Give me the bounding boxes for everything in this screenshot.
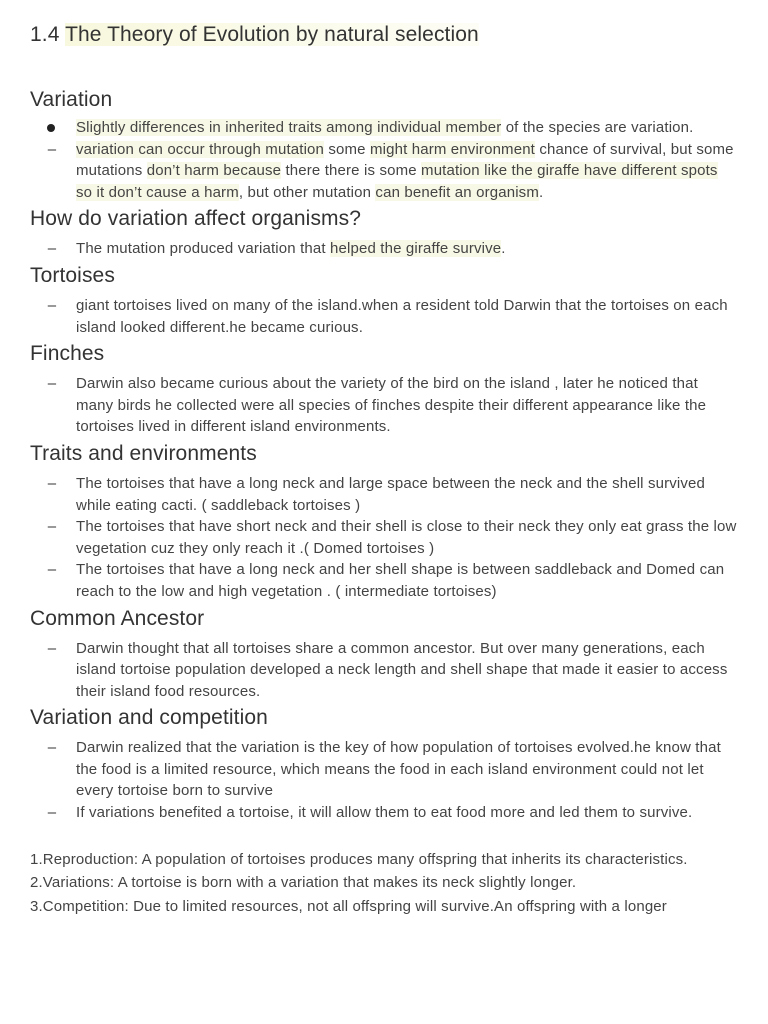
list-item [30, 238, 738, 260]
list-item [30, 802, 738, 824]
text-run: The tortoises that have a long neck and large space between the neck and the shell survived while eating cacti. ( saddleback tortoises ) [76, 474, 706, 514]
dash-bullet-icon: – [47, 296, 57, 314]
text-run: . [501, 240, 506, 258]
section-traits-and-environments [30, 440, 738, 603]
text-run: The tortoises that have short neck and their shell is close to their neck they only eat grass the low vegetation cuz they only reach it .( Domed tortoises ) [76, 518, 737, 557]
bullet-list [30, 737, 738, 823]
page-title [30, 20, 738, 50]
section-common-ancestor [30, 605, 738, 703]
text-run: of the species are variation. [501, 119, 694, 136]
summary-line: 1.Reproduction: A population of tortoises produces many offspring that inherits its characteristics. [30, 850, 688, 868]
text-run: Darwin realized that the variation is the key of how population of tortoises evolved.he know that the food is a limited resource, which means the food in each island environment could not let every tortoise born to survive [76, 739, 721, 800]
list-item [30, 737, 738, 802]
list-item [30, 295, 738, 338]
text-run: , but other mutation [238, 183, 376, 201]
section-heading: Traits and environments [30, 441, 257, 465]
bullet-list [30, 238, 738, 260]
dash-bullet-icon: – [47, 140, 57, 158]
list-item [30, 516, 738, 559]
text-run: . [538, 183, 544, 201]
list-item [30, 139, 738, 204]
text-run: chance of survival, but some mutations [76, 140, 734, 180]
section-heading: Variation and competition [30, 706, 268, 730]
section-heading: Finches [30, 342, 105, 366]
highlighted-text: don’t harm because [146, 162, 282, 180]
text-run: there there is some [281, 162, 422, 180]
section-variation-and-competition [30, 704, 738, 823]
highlighted-text: helped the giraffe survive [330, 240, 502, 258]
text-run: Darwin thought that all tortoises share a common ancestor. But over many generations, each island tortoise population developed a neck length and shell shape that made it easier to access their island food resources. [76, 639, 728, 700]
dash-bullet-icon: – [47, 639, 57, 657]
section-heading: Variation [30, 88, 113, 111]
list-item [30, 559, 738, 602]
highlighted-text: might harm environment [369, 140, 536, 158]
dash-bullet-icon: – [47, 561, 57, 579]
summary-line: 2.Variations: A tortoise is born with a variation that makes its neck slightly longer. [30, 874, 577, 892]
text-run: The tortoises that have a long neck and her shell shape is between saddleback and Domed can reach to the low and high vegetation . ( intermediate tortoises) [76, 561, 725, 600]
bullet-list [30, 638, 738, 703]
section-tortoises [30, 262, 738, 338]
title-text: The Theory of Evolution by natural selection [65, 23, 479, 46]
section-variation [30, 86, 738, 203]
text-run: giant tortoises lived on many of the island.when a resident told Darwin that the tortoises on each island looked different.he became curious. [76, 296, 728, 336]
summary-line: 3.Competition: Due to limited resources, not all offspring will survive.An offspring with a longer [30, 897, 667, 915]
bullet-list [30, 295, 738, 338]
highlighted-text: mutation like the giraffe have different spots so it don’t cause a harm [76, 162, 718, 201]
dash-bullet-icon: – [47, 739, 57, 757]
dash-bullet-icon: – [47, 375, 57, 393]
list-item [30, 638, 738, 703]
text-run: If variations benefited a tortoise, it will allow them to eat food more and led them to survive. [76, 804, 693, 822]
text-run: Darwin also became curious about the variety of the bird on the island , later he noticed that many birds he collected were all species of finches despite their different appearance like the tortoises lived in different island environments. [76, 375, 707, 436]
text-run: some [324, 140, 370, 158]
highlighted-text: can benefit an organism [375, 183, 539, 201]
dash-bullet-icon: – [47, 474, 57, 492]
bullet-list [30, 373, 738, 438]
section-how-do-variation-affect-organisms [30, 205, 738, 260]
summary-steps [30, 848, 738, 919]
highlighted-text: variation can occur through mutation [76, 140, 325, 158]
highlighted-text: Slightly differences in inherited traits among individual member [76, 119, 502, 136]
title-number: 1.4 [30, 23, 66, 46]
section-heading: Common Ancestor [30, 606, 205, 630]
bullet-list [30, 117, 738, 203]
bullet-list [30, 473, 738, 603]
text-run: The mutation produced variation that [76, 240, 331, 258]
dash-bullet-icon: – [47, 804, 57, 822]
dash-bullet-icon: – [47, 240, 57, 258]
list-item [30, 473, 738, 516]
section-heading: Tortoises [30, 263, 115, 287]
list-item [30, 117, 738, 139]
dash-bullet-icon: – [47, 518, 57, 536]
notes-body [30, 86, 738, 824]
section-finches [30, 340, 738, 438]
section-heading: How do variation affect organisms? [30, 207, 362, 231]
list-item [30, 373, 738, 438]
